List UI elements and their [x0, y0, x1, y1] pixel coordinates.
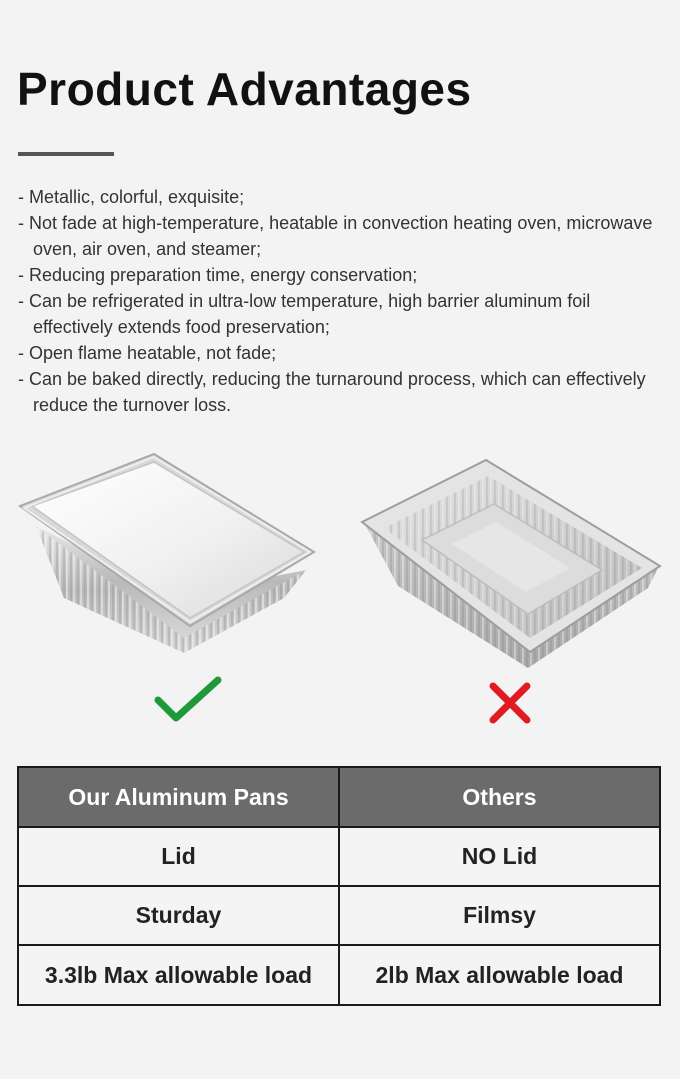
cell-our-load: 3.3lb Max allowable load: [18, 945, 339, 1005]
cross-icon: [488, 682, 532, 724]
header-our-pans: Our Aluminum Pans: [18, 767, 339, 827]
page-title: Product Advantages: [17, 63, 472, 115]
pan-with-lid-image: [14, 448, 324, 660]
cell-others-load: 2lb Max allowable load: [339, 945, 660, 1005]
table-row: [18, 945, 660, 1005]
cell-others-lid: NO Lid: [339, 827, 660, 886]
cell-our-lid: Lid: [18, 827, 339, 886]
advantage-item: - Metallic, colorful, exquisite;: [18, 187, 245, 207]
check-icon: [154, 676, 222, 724]
cell-others-strength: Filmsy: [339, 886, 660, 945]
table-row: [18, 827, 660, 886]
advantage-item: - Can be refrigerated in ultra-low temperature, high barrier aluminum foil effectively extends food preservation;: [18, 291, 591, 337]
advantage-item: - Can be baked directly, reducing the turnaround process, which can effectively reduce the turnover loss.: [18, 369, 646, 415]
advantages-list: [18, 184, 658, 418]
table-row: [18, 886, 660, 945]
comparison-table: [17, 766, 661, 1006]
pan-without-lid-image: [358, 456, 664, 672]
title-underline: [18, 152, 114, 156]
table-header-row: [18, 767, 660, 827]
advantage-item: - Reducing preparation time, energy conservation;: [18, 265, 418, 285]
header-others: Others: [339, 767, 660, 827]
advantage-item: - Not fade at high-temperature, heatable in convection heating oven, microwave oven, air oven, and steamer;: [18, 213, 653, 259]
advantage-item: - Open flame heatable, not fade;: [18, 343, 277, 363]
cell-our-strength: Sturday: [18, 886, 339, 945]
